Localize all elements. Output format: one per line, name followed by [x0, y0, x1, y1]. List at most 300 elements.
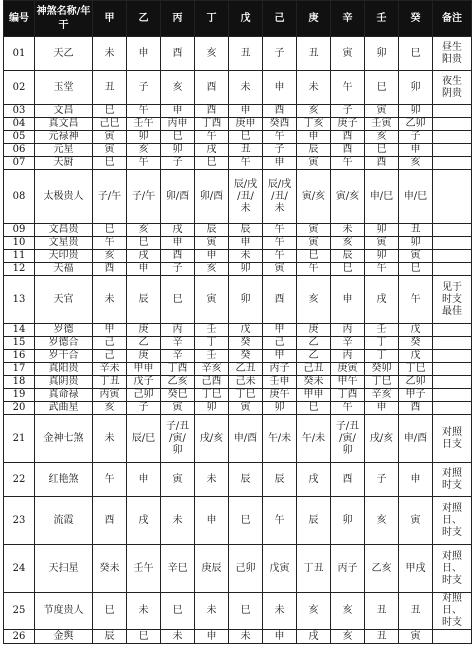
stem-value-cell: 癸卯: [365, 363, 399, 376]
remark-line: 时支: [442, 574, 462, 586]
stem-value-cell: 寅: [297, 157, 331, 170]
stem-value-cell: 乙卯: [399, 376, 433, 389]
stem-value-cell: 寅: [161, 463, 195, 497]
stem-value-cell: 亥: [127, 144, 161, 157]
stem-value-cell: 卯: [161, 144, 195, 157]
stem-value-cell: 酉: [263, 276, 297, 324]
stem-value-line: 卯: [172, 444, 183, 456]
stem-value-cell: 申: [263, 630, 297, 644]
stem-value-cell: 癸: [229, 337, 263, 350]
stem-value-line: /丑/: [271, 190, 288, 202]
stem-value-cell: 丑: [365, 630, 399, 644]
header-cell: 戊: [229, 1, 263, 37]
stem-value-cell: 酉: [93, 263, 127, 276]
table-row: [4, 224, 472, 237]
stem-value-cell: 癸: [399, 337, 433, 350]
row-number: 25: [4, 593, 35, 630]
shensha-name: 天厨: [35, 157, 93, 170]
stem-value-cell: 癸酉: [263, 118, 297, 131]
stem-value-cell: 未: [229, 250, 263, 263]
table-row: [4, 250, 472, 263]
stem-value-cell: 寅: [195, 237, 229, 250]
stem-value-cell: 庚: [297, 324, 331, 337]
stem-value-cell: 甲: [93, 324, 127, 337]
stem-value-cell: 申: [161, 237, 195, 250]
row-number: 19: [4, 389, 35, 402]
remark-line: 对照: [442, 593, 462, 604]
stem-value-cell: 午: [331, 71, 365, 105]
stem-value-cell: 癸: [229, 350, 263, 363]
stem-value-cell: 丙: [161, 324, 195, 337]
stem-value-cell: 庚子: [331, 118, 365, 131]
remark-cell: [433, 37, 472, 71]
stem-value-cell: [331, 415, 365, 463]
stem-value-cell: 辰: [331, 250, 365, 263]
stem-value-cell: 未: [195, 593, 229, 630]
table-row: [4, 350, 472, 363]
header-cell: 甲: [93, 1, 127, 37]
stem-value-cell: 寅: [365, 237, 399, 250]
table-row: [4, 415, 472, 463]
header-cell: 癸: [399, 1, 433, 37]
stem-value-cell: 巳: [161, 593, 195, 630]
stem-value-cell: [229, 170, 263, 224]
stem-value-cell: 申: [263, 71, 297, 105]
stem-value-cell: [263, 170, 297, 224]
shensha-name: 天印贵: [35, 250, 93, 263]
remark-cell: [433, 237, 472, 250]
stem-value-cell: 甲申: [297, 389, 331, 402]
shensha-name: 太极贵人: [35, 170, 93, 224]
stem-value-cell: 巳: [161, 276, 195, 324]
stem-value-cell: 庚: [127, 324, 161, 337]
stem-value-cell: 己卯: [127, 389, 161, 402]
stem-value-cell: 亥: [331, 237, 365, 250]
stem-value-cell: 午: [229, 157, 263, 170]
stem-value-cell: 戌: [161, 224, 195, 237]
stem-value-cell: 巳: [399, 37, 433, 71]
stem-value-cell: 丑: [365, 593, 399, 630]
stem-value-cell: 亥: [399, 157, 433, 170]
remark-cell: [433, 337, 472, 350]
stem-value-cell: 寅: [161, 402, 195, 415]
stem-value-cell: 寅: [229, 402, 263, 415]
stem-value-cell: 巳: [93, 157, 127, 170]
shensha-name: 天乙: [35, 37, 93, 71]
row-number: 11: [4, 250, 35, 263]
stem-value-cell: 申: [331, 276, 365, 324]
stem-value-cell: 丁亥: [297, 118, 331, 131]
row-number: 06: [4, 144, 35, 157]
shensha-name: 文星贵: [35, 237, 93, 250]
header-cell: 乙: [127, 1, 161, 37]
stem-value-cell: 甲: [263, 324, 297, 337]
shensha-name: 文昌贵: [35, 224, 93, 237]
remark-line: 阳贵: [442, 53, 462, 65]
stem-value-cell: 午/未: [263, 415, 297, 463]
stem-value-cell: 辰: [229, 224, 263, 237]
stem-value-cell: 巳: [229, 497, 263, 545]
stem-value-cell: 申: [399, 144, 433, 157]
stem-value-line: 未: [274, 202, 285, 214]
stem-value-cell: 壬午: [127, 545, 161, 593]
remark-cell: [433, 350, 472, 363]
stem-value-cell: 午: [195, 131, 229, 144]
stem-value-cell: 午: [297, 263, 331, 276]
stem-value-cell: 辰: [263, 463, 297, 497]
stem-value-cell: 丙子: [263, 363, 297, 376]
stem-value-cell: 酉: [93, 497, 127, 545]
remark-line: 对照: [442, 502, 462, 514]
stem-value-cell: 庚寅: [331, 363, 365, 376]
stem-value-cell: 未: [229, 630, 263, 644]
stem-value-cell: 申: [229, 105, 263, 118]
stem-value-cell: 巳: [93, 105, 127, 118]
row-number: 15: [4, 337, 35, 350]
stem-value-cell: 辰/巳: [127, 415, 161, 463]
stem-value-line: 子/丑: [335, 420, 360, 432]
stem-value-cell: 丁巳: [195, 389, 229, 402]
remark-cell: [433, 131, 472, 144]
table-row: [4, 389, 472, 402]
header-cell: 神煞名称/年干: [35, 1, 93, 37]
stem-value-cell: 亥: [297, 593, 331, 630]
remark-line: 时支: [442, 479, 462, 491]
stem-value-cell: 戌: [127, 250, 161, 263]
stem-value-cell: 乙: [127, 337, 161, 350]
row-number: 17: [4, 363, 35, 376]
row-number: 01: [4, 37, 35, 71]
stem-value-cell: 卯: [127, 131, 161, 144]
stem-value-cell: 申/酉: [229, 415, 263, 463]
remark-line: 夜生: [442, 75, 462, 87]
shensha-name: 真阴贵: [35, 376, 93, 389]
stem-value-cell: 戊: [399, 324, 433, 337]
stem-value-cell: 未: [127, 593, 161, 630]
stem-value-cell: 酉: [161, 37, 195, 71]
stem-value-cell: 丁巳: [365, 376, 399, 389]
stem-value-cell: 壬申: [263, 376, 297, 389]
stem-value-cell: 巳: [127, 237, 161, 250]
stem-value-cell: 甲子: [399, 389, 433, 402]
stem-value-cell: 酉: [263, 105, 297, 118]
stem-value-cell: 卯: [365, 224, 399, 237]
row-number: 16: [4, 350, 35, 363]
stem-value-cell: 未: [161, 630, 195, 644]
stem-value-cell: 丁巳: [399, 363, 433, 376]
stem-value-line: 未: [240, 202, 251, 214]
row-number: 13: [4, 276, 35, 324]
stem-value-cell: 亥: [365, 497, 399, 545]
stem-value-cell: 亥: [93, 250, 127, 263]
stem-value-cell: 辰: [93, 630, 127, 644]
stem-value-cell: 戌: [365, 276, 399, 324]
stem-value-cell: 己未: [229, 376, 263, 389]
stem-value-cell: 寅: [93, 144, 127, 157]
stem-value-cell: 子: [127, 71, 161, 105]
stem-value-cell: 未: [93, 276, 127, 324]
stem-value-cell: 丙申: [161, 118, 195, 131]
stem-value-cell: 亥: [161, 71, 195, 105]
stem-value-cell: 亥: [93, 402, 127, 415]
stem-value-cell: 卯/酉: [195, 170, 229, 224]
stem-value-cell: 亥: [297, 276, 331, 324]
shensha-name: 元禄神: [35, 131, 93, 144]
remark-cell: [433, 363, 472, 376]
stem-value-cell: 午: [331, 402, 365, 415]
stem-value-cell: 寅: [297, 237, 331, 250]
row-number: 14: [4, 324, 35, 337]
stem-value-cell: 亥: [195, 263, 229, 276]
stem-value-cell: 巳: [161, 131, 195, 144]
stem-value-cell: 甲申: [127, 363, 161, 376]
remark-cell: [433, 415, 472, 463]
shensha-name: 天福: [35, 263, 93, 276]
remark-line: 时支: [442, 293, 462, 305]
row-number: 04: [4, 118, 35, 131]
header-cell: 编号: [4, 1, 35, 37]
remark-cell: [433, 324, 472, 337]
stem-value-cell: 壬寅: [365, 118, 399, 131]
row-number: 09: [4, 224, 35, 237]
stem-value-cell: 丙: [331, 350, 365, 363]
stem-value-cell: 午: [365, 263, 399, 276]
stem-value-cell: 申: [365, 402, 399, 415]
stem-value-cell: 未: [331, 224, 365, 237]
stem-value-cell: 申: [297, 131, 331, 144]
stem-value-cell: 卯: [399, 237, 433, 250]
stem-value-cell: 巳: [195, 157, 229, 170]
shensha-name: 岁干合: [35, 350, 93, 363]
stem-value-cell: 午: [127, 157, 161, 170]
stem-value-cell: 辛未: [93, 363, 127, 376]
stem-value-line: 辰/戌: [267, 178, 292, 190]
stem-value-cell: 卯: [399, 71, 433, 105]
shensha-name: 文昌: [35, 105, 93, 118]
stem-value-cell: 戊: [399, 350, 433, 363]
row-number: 07: [4, 157, 35, 170]
stem-value-cell: 申/巳: [399, 170, 433, 224]
stem-value-cell: 丑: [229, 37, 263, 71]
stem-value-line: /寅/: [339, 432, 356, 444]
row-number: 22: [4, 463, 35, 497]
table-row: [4, 402, 472, 415]
stem-value-cell: 寅: [297, 224, 331, 237]
remark-cell: [433, 276, 472, 324]
remark-line: 对照: [442, 426, 462, 438]
stem-value-cell: 己丑: [297, 363, 331, 376]
stem-value-cell: 丑: [399, 593, 433, 630]
table-row: [4, 71, 472, 105]
stem-value-cell: 戌: [195, 144, 229, 157]
table-row: [4, 363, 472, 376]
remark-cell: [433, 105, 472, 118]
stem-value-cell: 亥: [331, 630, 365, 644]
stem-value-line: /寅/: [169, 432, 186, 444]
stem-value-cell: 癸未: [93, 545, 127, 593]
table-row: [4, 463, 472, 497]
row-number: 20: [4, 402, 35, 415]
row-number: 10: [4, 237, 35, 250]
header-row: [4, 1, 472, 37]
table-row: [4, 170, 472, 224]
stem-value-cell: 午: [263, 131, 297, 144]
stem-value-cell: 丁酉: [331, 389, 365, 402]
remark-cell: [433, 144, 472, 157]
stem-value-cell: 巳: [229, 593, 263, 630]
stem-value-cell: 辛巳: [161, 545, 195, 593]
stem-value-cell: 寅: [331, 37, 365, 71]
stem-value-cell: 丙: [331, 324, 365, 337]
remark-line: 昼生: [442, 41, 462, 53]
shensha-name: 真命禄: [35, 389, 93, 402]
header-cell: 备注: [433, 1, 472, 37]
remark-line: 阴贵: [442, 87, 462, 99]
shensha-name: 红艳煞: [35, 463, 93, 497]
stem-value-cell: 午: [263, 250, 297, 263]
stem-value-cell: 戌/亥: [365, 415, 399, 463]
shensha-name: 岁德: [35, 324, 93, 337]
stem-value-cell: 酉: [331, 131, 365, 144]
stem-value-cell: 酉: [365, 157, 399, 170]
stem-value-cell: 寅: [399, 630, 433, 644]
remark-cell: [433, 263, 472, 276]
stem-value-cell: 子/午: [93, 170, 127, 224]
stem-value-cell: 己巳: [93, 118, 127, 131]
stem-value-cell: 巳: [93, 593, 127, 630]
stem-value-cell: 申/酉: [399, 415, 433, 463]
stem-value-cell: 未: [93, 415, 127, 463]
stem-value-cell: 午: [93, 463, 127, 497]
remark-cell: [433, 593, 472, 630]
stem-value-cell: 庚辰: [195, 545, 229, 593]
table-row: [4, 593, 472, 630]
row-number: 12: [4, 263, 35, 276]
shensha-name: 金神七煞: [35, 415, 93, 463]
remark-line: 最佳: [442, 305, 462, 317]
stem-value-cell: 子: [161, 157, 195, 170]
remark-cell: [433, 170, 472, 224]
stem-value-cell: 乙卯: [399, 118, 433, 131]
shensha-name: 天官: [35, 276, 93, 324]
shensha-name: 元星: [35, 144, 93, 157]
stem-value-cell: 巳: [127, 630, 161, 644]
header-cell: 壬: [365, 1, 399, 37]
stem-value-cell: 午: [93, 237, 127, 250]
stem-value-cell: 丙寅: [93, 389, 127, 402]
row-number: 18: [4, 376, 35, 389]
stem-value-cell: 午: [263, 497, 297, 545]
remark-line: 见于: [442, 281, 462, 293]
stem-value-cell: 辛: [161, 337, 195, 350]
remark-line: 日、: [442, 562, 462, 574]
stem-value-cell: 乙亥: [365, 545, 399, 593]
remark-cell: [433, 497, 472, 545]
remark-line: 日、: [442, 514, 462, 526]
stem-value-cell: 丁: [195, 337, 229, 350]
stem-value-cell: 卯/酉: [161, 170, 195, 224]
stem-value-cell: 寅: [399, 250, 433, 263]
stem-value-cell: 卯: [365, 37, 399, 71]
table-row: [4, 276, 472, 324]
row-number: 02: [4, 71, 35, 105]
header-cell: 丙: [161, 1, 195, 37]
remark-cell: [433, 376, 472, 389]
stem-value-cell: 子: [127, 402, 161, 415]
stem-value-cell: 壬午: [127, 118, 161, 131]
table-row: [4, 157, 472, 170]
stem-value-cell: 寅/亥: [331, 170, 365, 224]
stem-value-cell: 亥: [195, 37, 229, 71]
stem-value-cell: 己酉: [195, 376, 229, 389]
stem-value-cell: 辛: [331, 337, 365, 350]
stem-value-cell: 未: [93, 37, 127, 71]
stem-value-cell: 子: [263, 37, 297, 71]
stem-value-cell: 午: [331, 157, 365, 170]
stem-value-cell: 戌: [127, 497, 161, 545]
stem-value-cell: 午: [127, 105, 161, 118]
shensha-name: 真文昌: [35, 118, 93, 131]
stem-value-cell: 卯: [195, 402, 229, 415]
stem-value-cell: 丑: [297, 37, 331, 71]
stem-value-cell: 丙子: [331, 545, 365, 593]
stem-value-cell: 寅: [365, 105, 399, 118]
stem-value-cell: 丁: [365, 350, 399, 363]
shensha-name: 玉堂: [35, 71, 93, 105]
stem-value-cell: 戌: [297, 630, 331, 644]
table-row: [4, 263, 472, 276]
stem-value-cell: 酉: [331, 463, 365, 497]
stem-value-cell: 寅: [399, 497, 433, 545]
remark-cell: [433, 463, 472, 497]
table-row: [4, 131, 472, 144]
stem-value-cell: 甲戌: [399, 545, 433, 593]
stem-value-cell: 乙丑: [229, 363, 263, 376]
stem-value-line: /丑/: [237, 190, 254, 202]
stem-value-cell: 戌: [297, 463, 331, 497]
stem-value-cell: 寅: [93, 131, 127, 144]
stem-value-cell: 甲午: [331, 376, 365, 389]
stem-value-cell: 午: [399, 276, 433, 324]
stem-value-cell: 己卯: [229, 545, 263, 593]
stem-value-cell: 丁酉: [161, 363, 195, 376]
row-number: 24: [4, 545, 35, 593]
stem-value-cell: 午: [263, 224, 297, 237]
shensha-name: 真阳贵: [35, 363, 93, 376]
stem-value-cell: 乙亥: [161, 376, 195, 389]
remark-cell: [433, 71, 472, 105]
stem-value-cell: 辛亥: [195, 363, 229, 376]
remark-cell: [433, 545, 472, 593]
stem-value-cell: 辰: [195, 224, 229, 237]
stem-value-cell: 酉: [195, 71, 229, 105]
stem-value-cell: 子: [399, 131, 433, 144]
remark-line: 日、: [442, 605, 462, 616]
stem-value-cell: 子: [263, 144, 297, 157]
stem-value-cell: 戌/亥: [195, 415, 229, 463]
stem-value-cell: 辛: [161, 350, 195, 363]
stem-value-cell: 癸未: [297, 376, 331, 389]
stem-value-cell: 申: [127, 263, 161, 276]
remark-cell: [433, 402, 472, 415]
remark-line: 对照: [442, 467, 462, 479]
stem-value-cell: 丑: [229, 144, 263, 157]
stem-value-cell: 丁巳: [229, 389, 263, 402]
stem-value-cell: 申: [263, 157, 297, 170]
stem-value-cell: 亥: [365, 131, 399, 144]
stem-value-cell: 甲: [263, 350, 297, 363]
table-row: [4, 337, 472, 350]
